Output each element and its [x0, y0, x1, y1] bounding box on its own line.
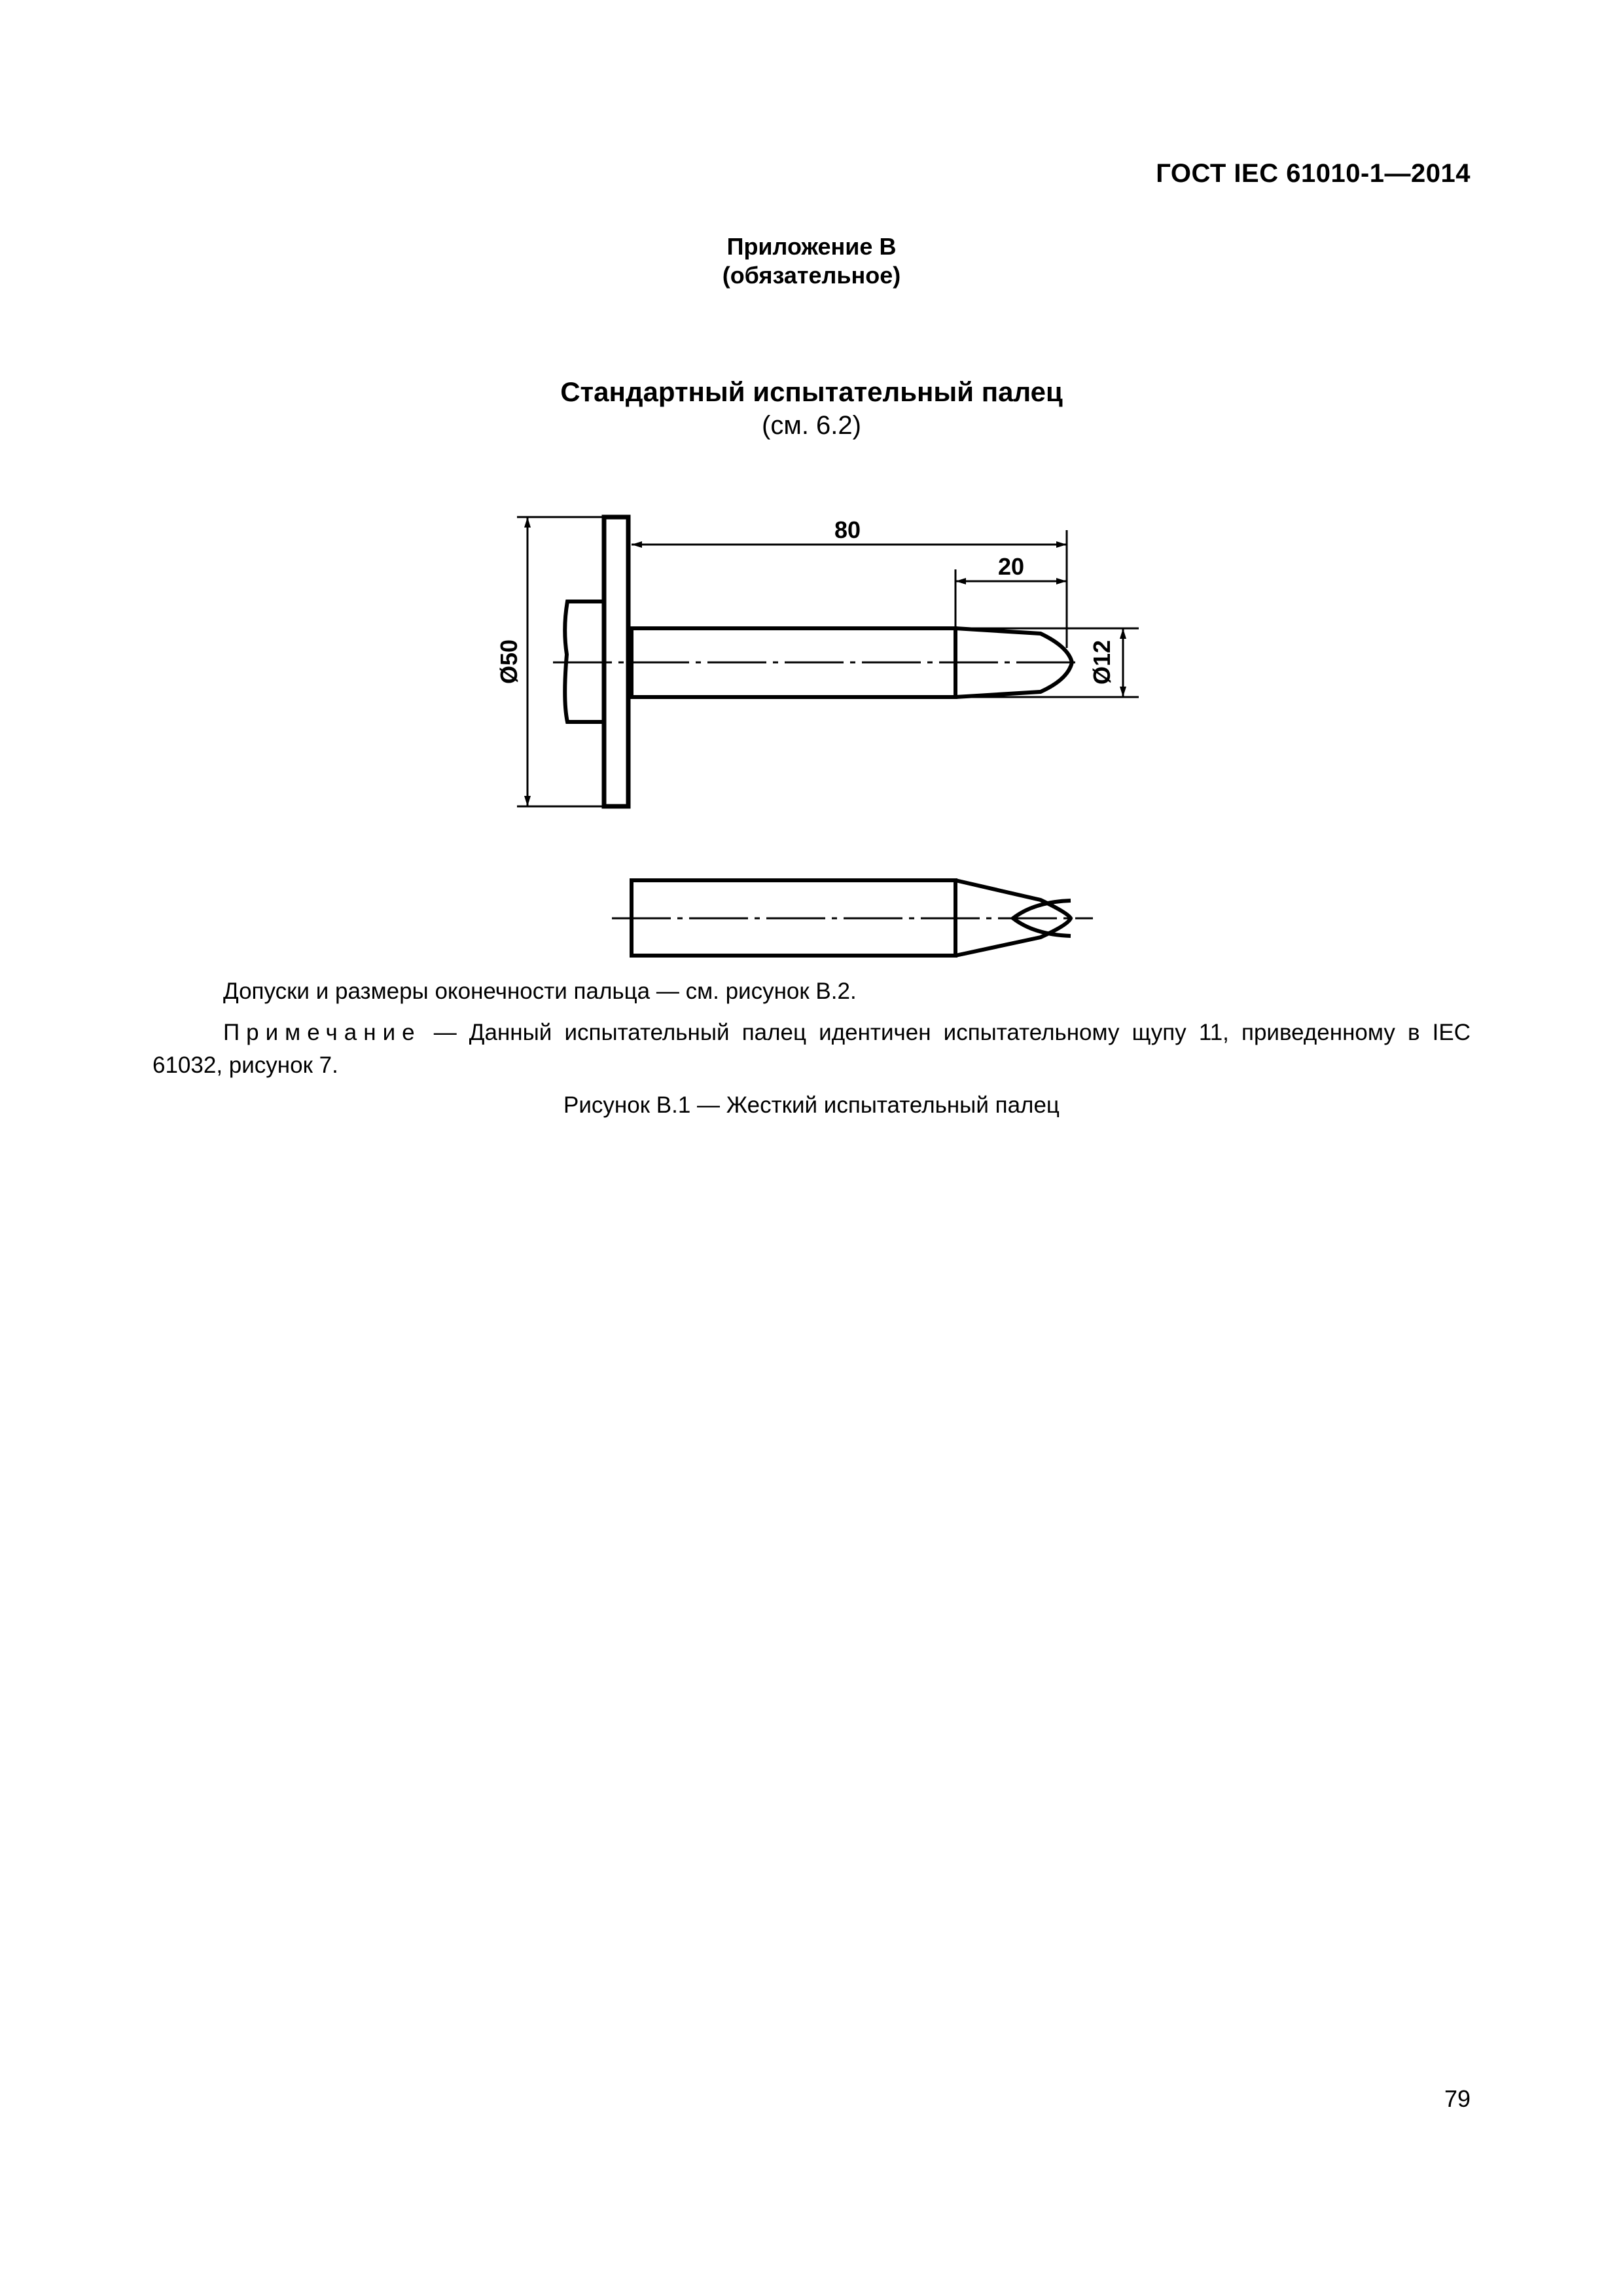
note-paragraph: [152, 1016, 1471, 1082]
page-number: 79: [1444, 2085, 1471, 2112]
test-finger-drawing: [0, 0, 1623, 982]
tolerance-note: Допуски и размеры оконечности пальца — см. рисунок В.2.: [223, 978, 857, 1004]
top-view: [612, 880, 1093, 956]
dim-length-tip: 20: [997, 553, 1025, 580]
annex-title: Приложение В: [726, 233, 897, 260]
figure-reference: (см. 6.2): [762, 411, 861, 440]
note-body: — Данный испытательный палец идентичен испытательному щупу 11, приведенному в IEC 61032, рисунок 7.: [152, 1020, 1471, 1078]
figure-caption: Рисунок В.1 — Жесткий испытательный палец: [563, 1092, 1060, 1118]
figure-title: Стандартный испытательный палец: [560, 376, 1063, 407]
note-label: Примечание: [223, 1020, 421, 1045]
side-view: [495, 516, 1139, 806]
document-header: ГОСТ IEC 61010-1—2014: [1156, 159, 1471, 188]
dim-diameter-finger: Ø12: [1088, 639, 1115, 685]
dim-diameter-flange: Ø50: [495, 639, 522, 685]
dim-length-total: 80: [834, 516, 861, 543]
annex-status: (обязательное): [722, 262, 901, 289]
